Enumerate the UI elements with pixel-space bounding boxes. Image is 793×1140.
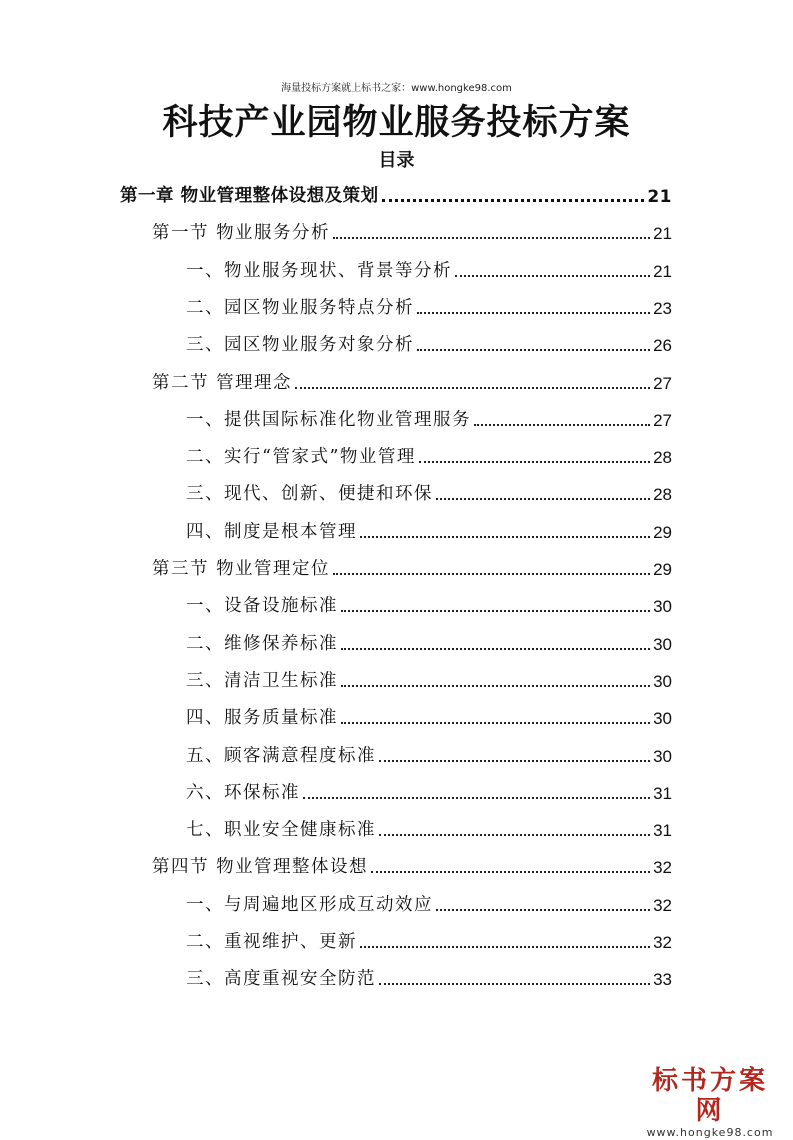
toc-page-number: 29	[653, 560, 672, 579]
toc-label: 四、制度是根本管理	[186, 521, 357, 542]
toc-leader-dots	[419, 461, 650, 463]
toc-leader-dots	[341, 722, 650, 724]
toc-leader-dots	[382, 199, 645, 202]
toc-label: 六、环保标准	[186, 782, 300, 803]
toc-label: 第一章 物业管理整体设想及策划	[120, 186, 379, 206]
toc-leader-dots	[379, 760, 650, 762]
toc-label: 二、维修保养标准	[186, 633, 338, 654]
toc-leader-dots	[360, 946, 650, 948]
toc-page-number: 30	[653, 597, 672, 617]
toc-item[interactable]	[186, 699, 672, 729]
toc-label: 第二节 管理理念	[152, 372, 293, 393]
toc-page-number: 32	[653, 933, 672, 952]
toc-label: 五、顾客满意程度标准	[186, 745, 376, 766]
toc-item[interactable]	[186, 774, 672, 804]
toc-label: 第一节 物业服务分析	[152, 223, 331, 244]
logo-text: 标书方案网	[651, 1066, 768, 1126]
toc-item[interactable]	[186, 662, 672, 692]
toc-leader-dots	[303, 797, 650, 799]
toc-item[interactable]	[186, 401, 672, 431]
toc-label: 四、服务质量标准	[186, 708, 338, 729]
toc-item[interactable]	[186, 811, 672, 841]
toc-label: 第四节 物业管理整体设想	[152, 857, 369, 878]
toc-leader-dots	[295, 387, 650, 389]
toc-item[interactable]	[186, 326, 672, 356]
toc-item[interactable]	[186, 923, 672, 953]
toc-label: 一、物业服务现状、背景等分析	[186, 260, 452, 281]
toc-page-number: 30	[653, 671, 672, 691]
toc-page-number: 26	[653, 336, 672, 356]
toc-page-number: 29	[653, 522, 672, 542]
toc-leader-dots	[341, 648, 650, 650]
toc-label: 一、设备设施标准	[186, 596, 338, 617]
toc-leader-dots	[341, 610, 650, 612]
toc-page-number: 33	[653, 970, 672, 990]
toc-page-number: 30	[653, 709, 672, 729]
toc-item[interactable]	[186, 587, 672, 617]
toc-leader-dots	[341, 685, 650, 687]
toc-label: 三、园区物业服务对象分析	[186, 335, 414, 356]
toc-item[interactable]	[186, 475, 672, 505]
toc-page-number: 31	[653, 821, 672, 841]
toc-page-number: 31	[653, 783, 672, 803]
toc-leader-dots	[379, 834, 650, 836]
toc-leader-dots	[474, 424, 650, 426]
toc-label: 二、实行“管家式”物业管理	[186, 447, 416, 468]
toc-label: 三、现代、创新、便捷和环保	[186, 484, 433, 505]
toc-page-number: 30	[653, 634, 672, 654]
toc-section[interactable]	[152, 848, 672, 878]
toc-page-number: 21	[653, 224, 672, 244]
toc-page-number: 23	[653, 298, 672, 318]
toc-item[interactable]	[186, 737, 672, 767]
toc-page-number: 32	[653, 895, 672, 915]
toc-leader-dots	[417, 312, 650, 314]
toc-leader-dots	[360, 536, 650, 538]
toc-label: 三、高度重视安全防范	[186, 969, 376, 990]
toc-section[interactable]	[152, 550, 672, 580]
toc-leader-dots	[436, 909, 650, 911]
toc-item[interactable]	[186, 252, 672, 282]
toc-section[interactable]	[152, 214, 672, 244]
toc-page-number: 30	[653, 746, 672, 766]
toc-leader-dots	[379, 983, 650, 985]
toc-page-number: 27	[653, 410, 672, 430]
toc-item[interactable]	[186, 625, 672, 655]
toc-chapter[interactable]	[120, 177, 672, 207]
toc-item[interactable]	[186, 513, 672, 543]
toc-page-number: 21	[653, 261, 672, 281]
toc-label: 三、清洁卫生标准	[186, 670, 338, 691]
document-title: 科技产业园物业服务投标方案	[162, 103, 631, 143]
toc-label: 第三节 物业管理定位	[152, 559, 331, 579]
toc-label: 七、职业安全健康标准	[186, 820, 376, 841]
toc-label: 一、与周遍地区形成互动效应	[186, 894, 433, 915]
toc-leader-dots	[333, 237, 650, 239]
toc-page-number: 28	[653, 485, 672, 505]
toc-item[interactable]	[186, 886, 672, 916]
toc-page-number: 27	[653, 373, 672, 393]
toc-item[interactable]	[186, 960, 672, 990]
toc-leader-dots	[436, 498, 650, 500]
logo-url: www.hongke98.com	[646, 1126, 774, 1139]
toc-leader-dots	[333, 573, 650, 575]
toc-page-number: 28	[653, 448, 672, 468]
toc-leader-dots	[417, 349, 650, 351]
toc-label: 一、提供国际标准化物业管理服务	[186, 409, 471, 430]
toc-page-number: 21	[647, 187, 672, 207]
toc-item[interactable]	[186, 289, 672, 319]
toc-section[interactable]	[152, 364, 672, 394]
toc-label: 二、重视维护、更新	[186, 932, 357, 952]
toc-leader-dots	[455, 275, 650, 277]
toc-leader-dots	[371, 871, 650, 873]
toc-label: 二、园区物业服务特点分析	[186, 297, 414, 318]
toc-item[interactable]	[186, 438, 672, 468]
site-logo	[640, 1066, 780, 1140]
toc-page-number: 32	[653, 858, 672, 878]
header-note: 海量投标方案就上标书之家：www.hongke98.com	[281, 83, 512, 94]
toc-heading: 目录	[378, 150, 415, 171]
